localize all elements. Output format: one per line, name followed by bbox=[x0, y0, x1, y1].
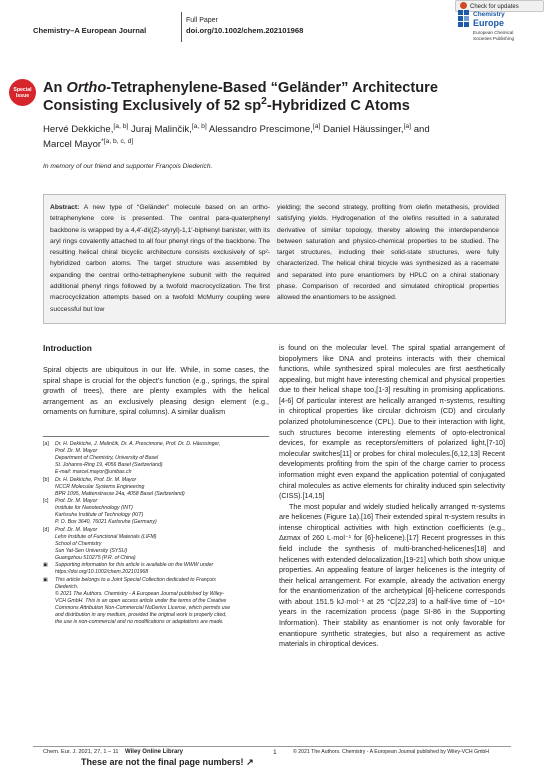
affiliation bbox=[43, 477, 271, 498]
author-list bbox=[43, 122, 513, 152]
affiliation-line: E-mail: marcel.mayor@unibas.ch bbox=[55, 469, 132, 476]
footnote-line: Supporting information for this article is available on the WWW under bbox=[55, 562, 214, 569]
footnote-tag: ▣ bbox=[43, 576, 48, 583]
abstract-right-text: yielding; the second strategy, profiting from olefin metathesis, provided satisfying yields. Hydrogenation of the olefins resulted in a saturated derivative of similar topology, thereby allowing the interdependence between saturation and physico-chemical properties to be studied. The target structures, including their solid-state structures, were fully characterized. The helical chiral bicycle was synthesized as a racemate and separated into pure enantiomers by HPLC on a chiral stationary phase. Comparison of recorded and simulated chiroptical properties allowed the enantiomers to be assigned. bbox=[277, 204, 499, 302]
arrow-icon: ↗ bbox=[246, 757, 254, 767]
affiliation-line: Prof. Dr. M. Mayor bbox=[55, 498, 98, 505]
abstract-left bbox=[50, 202, 270, 315]
title-line-1: An Ortho-Tetraphenylene-Based “Geländer” Architecture bbox=[43, 80, 438, 96]
title-line-2: Consisting Exclusively of 52 $sp^2$-Hybridized C Atoms bbox=[43, 96, 410, 114]
abstract-box bbox=[43, 194, 506, 324]
footnote-line: the use is non-commercial and no modifications or adaptations are made. bbox=[55, 619, 224, 626]
affiliation-line: Guangzhou 510275 (P.R. of China) bbox=[55, 554, 136, 561]
special-issue-badge bbox=[9, 79, 36, 106]
logo-top-text: Chemistry bbox=[473, 11, 505, 18]
footnote-tag: ▣ bbox=[43, 562, 48, 569]
affiliation bbox=[43, 498, 271, 526]
affiliation-tag: [d] bbox=[43, 526, 49, 533]
footnote-line: and distribution in any medium, provided the original work is properly cited, bbox=[55, 612, 227, 619]
affiliation-line: Sun Yat-Sen University (SYSU) bbox=[55, 547, 128, 554]
logo-sub1: European Chemical bbox=[473, 30, 514, 35]
affiliation-line: Lehn Institute of Functional Materials (LIFM) bbox=[55, 533, 157, 540]
header-divider bbox=[181, 12, 182, 42]
check-updates-label: Check for updates bbox=[470, 4, 519, 10]
author-affiliation-marker: [a] bbox=[312, 122, 321, 130]
footnote bbox=[43, 591, 271, 626]
affiliation-tag: [a] bbox=[43, 441, 49, 447]
footnote-line: © 2021 The Authors. Chemistry - A European Journal published by Wiley- bbox=[55, 591, 224, 598]
author-name: and bbox=[411, 124, 430, 135]
article-doi[interactable]: doi.org/10.1002/chem.202101968 bbox=[186, 26, 304, 35]
badge-line1: Special bbox=[13, 87, 32, 93]
footnote bbox=[43, 562, 271, 576]
logo-mark-icon bbox=[458, 10, 472, 34]
author-affiliation-marker: [a, b] bbox=[113, 122, 129, 130]
intro-right-paragraph-2: The most popular and widely studied helically arranged π-systems are helicenes (Figure 1a).[16] Their extended spiral π-system results in intense chiroptical activities with high extinction coefficients (e.g., Δεmax of 260 L·mol⁻¹ for [6]-helicene).[17] Recent progresses in this field include the synthesis of multi-branched-helicenes[18] and helicenes with extended delocalization,[19-21] which both show unique properties. An appealing feature of larger helicenes is the integrity of their helical arrangement. For example, already the activation energy for the enantiomerization of the archetypical [6]-helicene corresponds with about 151.5 kJ·mol⁻¹ at 25 °C[22,23] to a half-live time of ~10⁴ years in the racemization process (page SI-86 in the Supporting Information). Their stability as enantiomer is not only favorable for enantiopure synthetic strategies, but also a requirement as active materials in chiroptical devices. bbox=[279, 501, 505, 649]
affiliation-line: Dr. H. Dekkiche, Prof. Dr. M. Mayor bbox=[55, 476, 137, 483]
journal-name: Chemistry–A European Journal bbox=[33, 26, 147, 35]
affiliation-line: BPR 1095, Mattenstrasse 24a, 4058 Basel (Switzerland) bbox=[55, 490, 185, 497]
affiliation-line: NCCR Molecular Systems Engineering bbox=[55, 483, 145, 490]
footer-rule bbox=[33, 746, 511, 747]
section-heading-introduction: Introduction bbox=[43, 343, 92, 353]
page-number: 1 bbox=[273, 749, 277, 756]
not-final-banner bbox=[81, 757, 254, 768]
dedication: In memory of our friend and supporter François Diederich. bbox=[43, 163, 213, 170]
banner-text: These are not the final page numbers! bbox=[81, 757, 244, 767]
author-affiliation-marker: [a] bbox=[403, 122, 412, 130]
footnote-line: Commons Attribution Non-Commercial NoDerivs License, which permits use bbox=[55, 605, 231, 612]
author-name: Juraj Malinčik, bbox=[128, 124, 192, 135]
affiliation-line: St. Johanns-Ring 19, 4056 Basel (Switzerland) bbox=[55, 462, 163, 469]
affiliation-line: P. O. Box 3640, 76021 Karlsruhe (Germany) bbox=[55, 519, 157, 526]
affiliation-line: Prof. Dr. M. Mayor bbox=[55, 448, 98, 455]
footnote-line: VCH GmbH. This is an open access article under the terms of the Creative bbox=[55, 598, 227, 605]
author-line-2: Marcel Mayor$^{*[a, b, c, d]}$ bbox=[43, 137, 134, 150]
affiliation-line: Prof. Dr. M. Mayor bbox=[55, 526, 98, 533]
footnote-tag bbox=[43, 591, 55, 626]
chemistry-europe-logo bbox=[458, 8, 538, 48]
footnote-line: https://doi.org/10.1002/chem.202101968 bbox=[55, 569, 149, 576]
logo-sub2: Societies Publishing bbox=[473, 36, 515, 41]
intro-left-paragraph: Spiral objects are ubiquitous in our life. While, in some cases, the spiral shape is crucial for the object’s function (e.g., springs, the spiral growth of trees), there are plenty examples with the helical arrangement as an exclusively pleasing design element (e.g., ornaments on furniture, spiral columns). A similar dualism bbox=[43, 365, 269, 417]
author-name: Alessandro Prescimone, bbox=[206, 124, 313, 135]
author-affiliation-marker: [a, b] bbox=[191, 122, 207, 130]
affiliation-line: Department of Chemistry, University of Basel bbox=[55, 455, 159, 462]
intro-right-column bbox=[279, 343, 505, 650]
affiliation-line: Institute for Nanotechnology (INT) bbox=[55, 505, 133, 512]
wiley-online-library[interactable]: Wiley Online Library bbox=[125, 749, 183, 755]
footnote-divider bbox=[43, 436, 269, 437]
article-title bbox=[43, 79, 513, 115]
affiliation-tag: [c] bbox=[43, 498, 49, 505]
footnote-line: Diederich. bbox=[55, 583, 79, 590]
abstract-left-text: A new type of “Geländer” molecule based on an ortho-tetraphenylene core is presented. The central para-quaterphenyl backbone is wrapped by a 4,4′-di((Z)-styryl)-1,1′-biphenyl banister, with its aryl rings covalently attached to all four phenyl rings of the backbone. The resulting helical chiral bicyclic architecture consists exclusively of sp²-hybridized carbon atoms. The target structure was assembled by expanding the central ortho-tetraphenylene subunit with the required additional phenyl rings followed by a twofold macrocyclization. The first macrocyclization attempts based on a twofold McMurry coupling were successful but low bbox=[50, 204, 270, 313]
affiliation bbox=[43, 441, 271, 476]
footer-citation: Chem. Eur. J. 2021, 27, 1 – 11 bbox=[43, 749, 119, 755]
affiliation-tag: [b] bbox=[43, 476, 49, 483]
affiliation-line: Dr. H. Dekkiche, J. Malinčik, Dr. A. Prescimone, Prof. Dr. D. Häussinger, bbox=[55, 441, 221, 447]
footer-copyright: © 2021 The Authors. Chemistry - A European Journal published by Wiley-VCH GmbH bbox=[293, 749, 490, 755]
abstract-label: Abstract: bbox=[50, 204, 80, 211]
intro-right-paragraph-1: is found on the molecular level. The spiral spatial arrangement of biopolymers like DNA and proteins interacts with their chemical functions, while synthesized spiral molecules are first aesthetically appealing, but might have interesting chemical and physical properties due to their helical shape too,[1-3] resulting in promising applications.[4-6] Of particular interest are helically arranged π-systems, resulting in chiroptical properties like circular dichroism (CD) and circularly polarized photoluminescence (CPL). Due to their interaction with light, such structures become interesting elements of opto-electronical devices, for example as receptors/emitters of polarized light,[7-10] molecular switches[11] or probes for chiral molecules.[6,12,13] Recent developments profiting from the spin of the charge carrier to process information might even expand the application potential of conjugated chiral molecules as active elements for chirality induced spin selectivity (CISS).[14,15] bbox=[279, 343, 505, 501]
author-name: Daniel Häussinger, bbox=[320, 124, 404, 135]
footnote bbox=[43, 577, 271, 591]
affiliation bbox=[43, 527, 271, 562]
author-name: Hervé Dekkiche, bbox=[43, 124, 114, 135]
author-line-1 bbox=[43, 122, 513, 137]
badge-line2: Issue bbox=[15, 93, 30, 99]
article-type: Full Paper bbox=[186, 17, 218, 24]
affiliation-notes bbox=[43, 441, 271, 627]
affiliation-line: Karlsruhe Institute of Technology (KIT) bbox=[55, 512, 144, 519]
affiliation-line: School of Chemistry bbox=[55, 540, 102, 547]
logo-word: Europe bbox=[473, 18, 505, 28]
footnote-line: This article belongs to a Joint Special Collection dedicated to François bbox=[55, 576, 216, 583]
